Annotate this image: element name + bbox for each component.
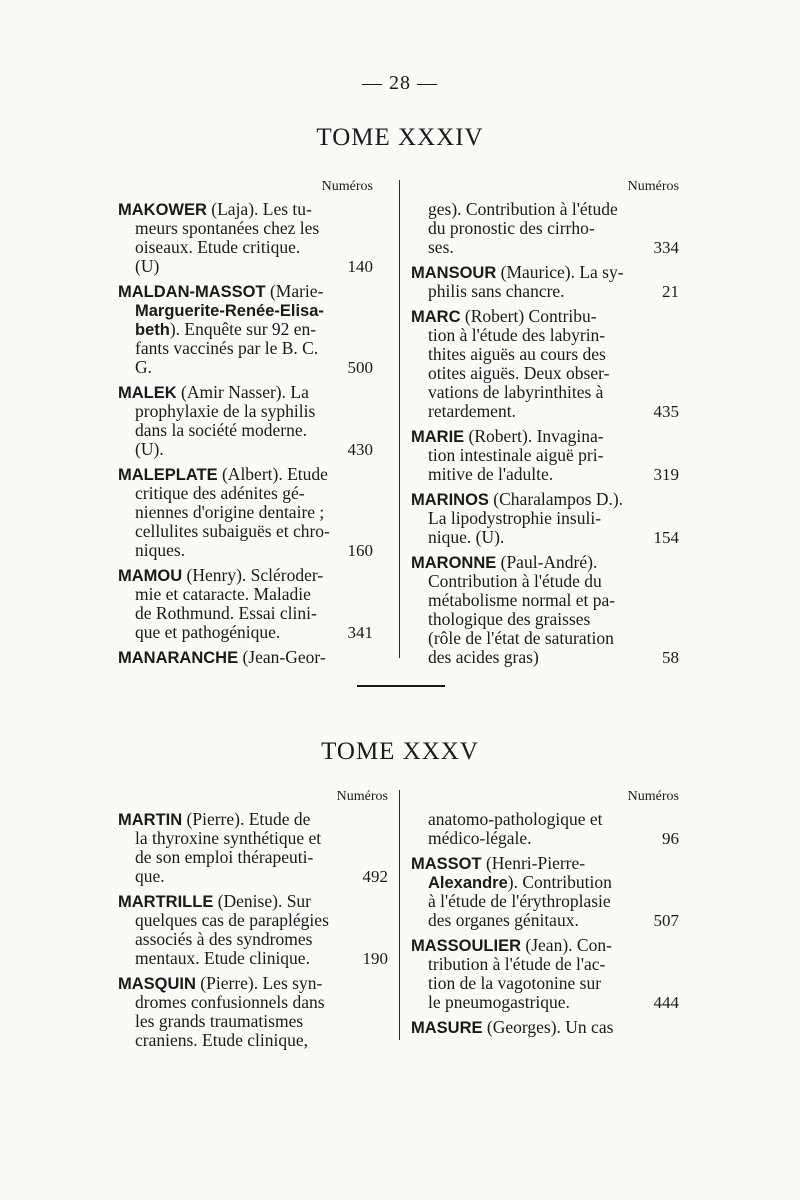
entry-line (118, 648, 373, 667)
entry-text: philis sans chancre. (428, 281, 565, 301)
entry-text: Contribution à l'étude du (428, 571, 602, 591)
entry-line (118, 301, 373, 320)
author-name: MASURE (411, 1019, 483, 1037)
entry-line (118, 974, 388, 993)
thesis-number: 160 (347, 541, 373, 560)
entry-text: (Laja). Les tu- (206, 199, 312, 219)
entry-line (118, 358, 373, 377)
entry-line (411, 591, 679, 610)
entry-text: oiseaux. Etude critique. (135, 237, 301, 257)
index-entry (118, 648, 373, 667)
entry-text: tribution à l'étude de l'ac- (428, 954, 606, 974)
entry-text: les grands traumatismes (135, 1011, 304, 1031)
entry-text: (Maurice). La sy- (496, 262, 624, 282)
entry-line (118, 503, 373, 522)
entry-text: ). Contribution (507, 872, 612, 892)
entry-text: cellulites subaiguës et chro- (135, 521, 330, 541)
entry-line (118, 522, 373, 541)
entry-line (118, 585, 373, 604)
entry-text: de Rothmund. Essai clini- (135, 603, 317, 623)
entry-line (118, 566, 373, 585)
entry-line (118, 421, 373, 440)
entry-line (118, 623, 373, 642)
entry-line (118, 993, 388, 1012)
entry-text: tion de la vagotonine sur (428, 973, 602, 993)
thesis-number: 430 (347, 440, 373, 459)
author-name: MARTRILLE (118, 893, 214, 911)
entry-line (411, 854, 679, 873)
thesis-number: 435 (653, 402, 679, 421)
entry-line (118, 541, 373, 560)
column-right (411, 178, 679, 673)
entry-text: mitive de l'adulte. (428, 464, 554, 484)
thesis-number: 140 (347, 257, 373, 276)
entry-text: (U). (135, 439, 164, 459)
entry-text: associés à des syndromes (135, 929, 313, 949)
entry-line (118, 1031, 388, 1050)
entry-text: (Pierre). Etude de (182, 809, 311, 829)
entry-line (411, 936, 679, 955)
entry-text: thites aiguës au cours des (428, 344, 606, 364)
entry-line (411, 238, 679, 257)
entry-text: dans la société moderne. (135, 420, 308, 440)
index-entry (411, 427, 679, 484)
column-header: Numéros (627, 179, 679, 194)
entry-text: nique. (U). (428, 527, 505, 547)
entry-line (411, 402, 679, 421)
entry-line (118, 1012, 388, 1031)
entry-line (411, 629, 679, 648)
entry-line (411, 892, 679, 911)
thesis-number: 334 (653, 238, 679, 257)
index-entry (118, 892, 388, 968)
column-divider (399, 790, 400, 1040)
entry-line (411, 427, 679, 446)
entry-text: G. (135, 357, 153, 377)
entry-text: fants vaccinés par le B. C. (135, 338, 319, 358)
column-header: Numéros (336, 789, 388, 804)
author-name: MARTIN (118, 811, 183, 829)
entry-text: que et pathogénique. (135, 622, 281, 642)
entry-line (118, 200, 373, 219)
entry-text: craniens. Etude clinique, (135, 1030, 308, 1050)
author-name: MANARANCHE (118, 649, 239, 667)
entry-text: que. (135, 866, 165, 886)
entry-line (411, 465, 679, 484)
entry-text: critique des adénites gé- (135, 483, 305, 503)
entry-line (411, 911, 679, 930)
column-header: Numéros (627, 789, 679, 804)
index-entry (411, 200, 679, 257)
entry-text: des acides gras) (428, 647, 539, 667)
entry-line (118, 440, 373, 459)
index-entry (118, 200, 373, 276)
column-right (411, 788, 679, 1043)
thesis-number: 507 (653, 911, 679, 930)
entry-line (411, 829, 679, 848)
entry-text: ges). Contribution à l'étude (428, 199, 618, 219)
entry-text: (Amir Nasser). La (176, 382, 309, 402)
entry-text: (Georges). Un cas (482, 1017, 614, 1037)
author-name: MARIE (411, 428, 465, 446)
thesis-number: 190 (362, 949, 388, 968)
index-entry (118, 282, 373, 377)
thesis-number: 341 (347, 623, 373, 642)
entry-line (411, 282, 679, 301)
author-name: Alexandre (428, 874, 508, 892)
entry-text: dromes confusionnels dans (135, 992, 325, 1012)
entry-text: otites aiguës. Deux obser- (428, 363, 610, 383)
entry-text: (rôle de l'état de saturation (428, 628, 614, 648)
entry-text: mie et cataracte. Maladie (135, 584, 311, 604)
column-left (118, 788, 388, 1056)
entry-text: ses. (428, 237, 454, 257)
entry-line (118, 604, 373, 623)
author-name: MASSOT (411, 855, 482, 873)
index-entry (411, 936, 679, 1012)
author-name: MARC (411, 308, 461, 326)
column-left (118, 178, 373, 673)
tome-title: TOME XXXV (321, 738, 479, 765)
entry-text: prophylaxie de la syphilis (135, 401, 316, 421)
entry-line (411, 648, 679, 667)
entry-line (411, 345, 679, 364)
entry-text: à l'étude de l'érythroplasie (428, 891, 611, 911)
entry-line (118, 810, 388, 829)
author-name: MALEK (118, 384, 177, 402)
tome-title: TOME XXXIV (316, 124, 484, 151)
author-name: MALDAN-MASSOT (118, 283, 266, 301)
entry-line (118, 383, 373, 402)
entry-line (411, 200, 679, 219)
thesis-number: 492 (362, 867, 388, 886)
index-entry (411, 854, 679, 930)
entry-text: vations de labyrinthites à (428, 382, 604, 402)
thesis-number: 500 (347, 358, 373, 377)
column-header: Numéros (321, 179, 373, 194)
index-entry (411, 1018, 679, 1037)
entry-text: niennes d'origine dentaire ; (135, 502, 325, 522)
entry-text: médico-légale. (428, 828, 532, 848)
entry-line (118, 484, 373, 503)
entry-line (411, 490, 679, 509)
entry-text: (Paul-André). (496, 552, 598, 572)
index-entry (118, 974, 388, 1050)
entry-text: de son emploi thérapeuti- (135, 847, 314, 867)
entry-line (411, 263, 679, 282)
author-name: MARONNE (411, 554, 497, 572)
entry-text: (Robert). Invagina- (464, 426, 604, 446)
index-entry (411, 307, 679, 421)
entry-text: anatomo-pathologique et (428, 809, 603, 829)
entry-text: (Marie- (265, 281, 324, 301)
entry-line (118, 339, 373, 358)
entry-line (411, 974, 679, 993)
author-name: beth (135, 321, 170, 339)
entry-text: (Charalampos D.). (488, 489, 624, 509)
thesis-number: 58 (662, 648, 679, 667)
author-name: MALEPLATE (118, 466, 218, 484)
entry-line (118, 829, 388, 848)
entry-line (118, 465, 373, 484)
entry-line (411, 873, 679, 892)
entry-line (411, 955, 679, 974)
entry-line (411, 219, 679, 238)
author-name: MAMOU (118, 567, 183, 585)
entry-line (411, 610, 679, 629)
entry-line (411, 364, 679, 383)
entry-text: La lipodystrophie insuli- (428, 508, 602, 528)
entry-text: retardement. (428, 401, 516, 421)
index-entry (411, 263, 679, 301)
author-name: MASQUIN (118, 975, 196, 993)
entry-text: tion intestinale aiguë pri- (428, 445, 604, 465)
entry-text: meurs spontanées chez les (135, 218, 320, 238)
entry-line (118, 320, 373, 339)
thesis-number: 444 (653, 993, 679, 1012)
author-name: MAKOWER (118, 201, 207, 219)
entry-text: le pneumogastrique. (428, 992, 570, 1012)
entry-line (411, 446, 679, 465)
entry-line (118, 282, 373, 301)
index-entry (411, 553, 679, 667)
index-entry (118, 383, 373, 459)
entry-line (411, 326, 679, 345)
entry-line (118, 911, 388, 930)
entry-text: des organes génitaux. (428, 910, 579, 930)
entry-text: (U) (135, 256, 160, 276)
entry-text: niques. (135, 540, 186, 560)
entry-line (411, 528, 679, 547)
entry-line (118, 848, 388, 867)
entry-line (411, 307, 679, 326)
entry-text: mentaux. Etude clinique. (135, 948, 310, 968)
thesis-number: 96 (662, 829, 679, 848)
entry-line (411, 1018, 679, 1037)
entry-text: quelques cas de paraplégies (135, 910, 329, 930)
entry-text: ). Enquête sur 92 en- (169, 319, 317, 339)
entry-line (118, 238, 373, 257)
entry-line (411, 993, 679, 1012)
author-name: MARINOS (411, 491, 489, 509)
entry-text: (Robert) Contribu- (460, 306, 597, 326)
section-separator (357, 685, 445, 687)
entry-line (118, 892, 388, 911)
entry-text: thologique des graisses (428, 609, 591, 629)
entry-line (411, 553, 679, 572)
entry-line (118, 930, 388, 949)
thesis-number: 21 (662, 282, 679, 301)
page-number: — 28 — (362, 72, 438, 94)
entry-line (411, 383, 679, 402)
entry-line (118, 949, 388, 968)
entry-text: (Henry). Scléroder- (182, 565, 324, 585)
entry-text: (Pierre). Les syn- (195, 973, 323, 993)
entry-line (411, 810, 679, 829)
thesis-number: 319 (653, 465, 679, 484)
entry-line (118, 867, 388, 886)
entry-line (411, 509, 679, 528)
index-entry (118, 465, 373, 560)
entry-text: du pronostic des cirrho- (428, 218, 595, 238)
author-name: Marguerite-Renée-Elisa- (135, 302, 324, 320)
entry-line (118, 402, 373, 421)
entry-text: la thyroxine synthétique et (135, 828, 322, 848)
entry-text: (Jean-Geor- (238, 647, 326, 667)
column-divider (399, 180, 400, 658)
index-entry (411, 810, 679, 848)
index-entry (118, 810, 388, 886)
entry-line (118, 219, 373, 238)
entry-text: (Henri-Pierre- (481, 853, 586, 873)
author-name: MASSOULIER (411, 937, 522, 955)
index-entry (411, 490, 679, 547)
entry-text: (Denise). Sur (213, 891, 312, 911)
thesis-number: 154 (653, 528, 679, 547)
entry-text: (Jean). Con- (521, 935, 612, 955)
entry-text: (Albert). Etude (217, 464, 328, 484)
index-entry (118, 566, 373, 642)
entry-text: tion à l'étude des labyrin- (428, 325, 606, 345)
entry-line (118, 257, 373, 276)
author-name: MANSOUR (411, 264, 497, 282)
entry-text: métabolisme normal et pa- (428, 590, 616, 610)
entry-line (411, 572, 679, 591)
